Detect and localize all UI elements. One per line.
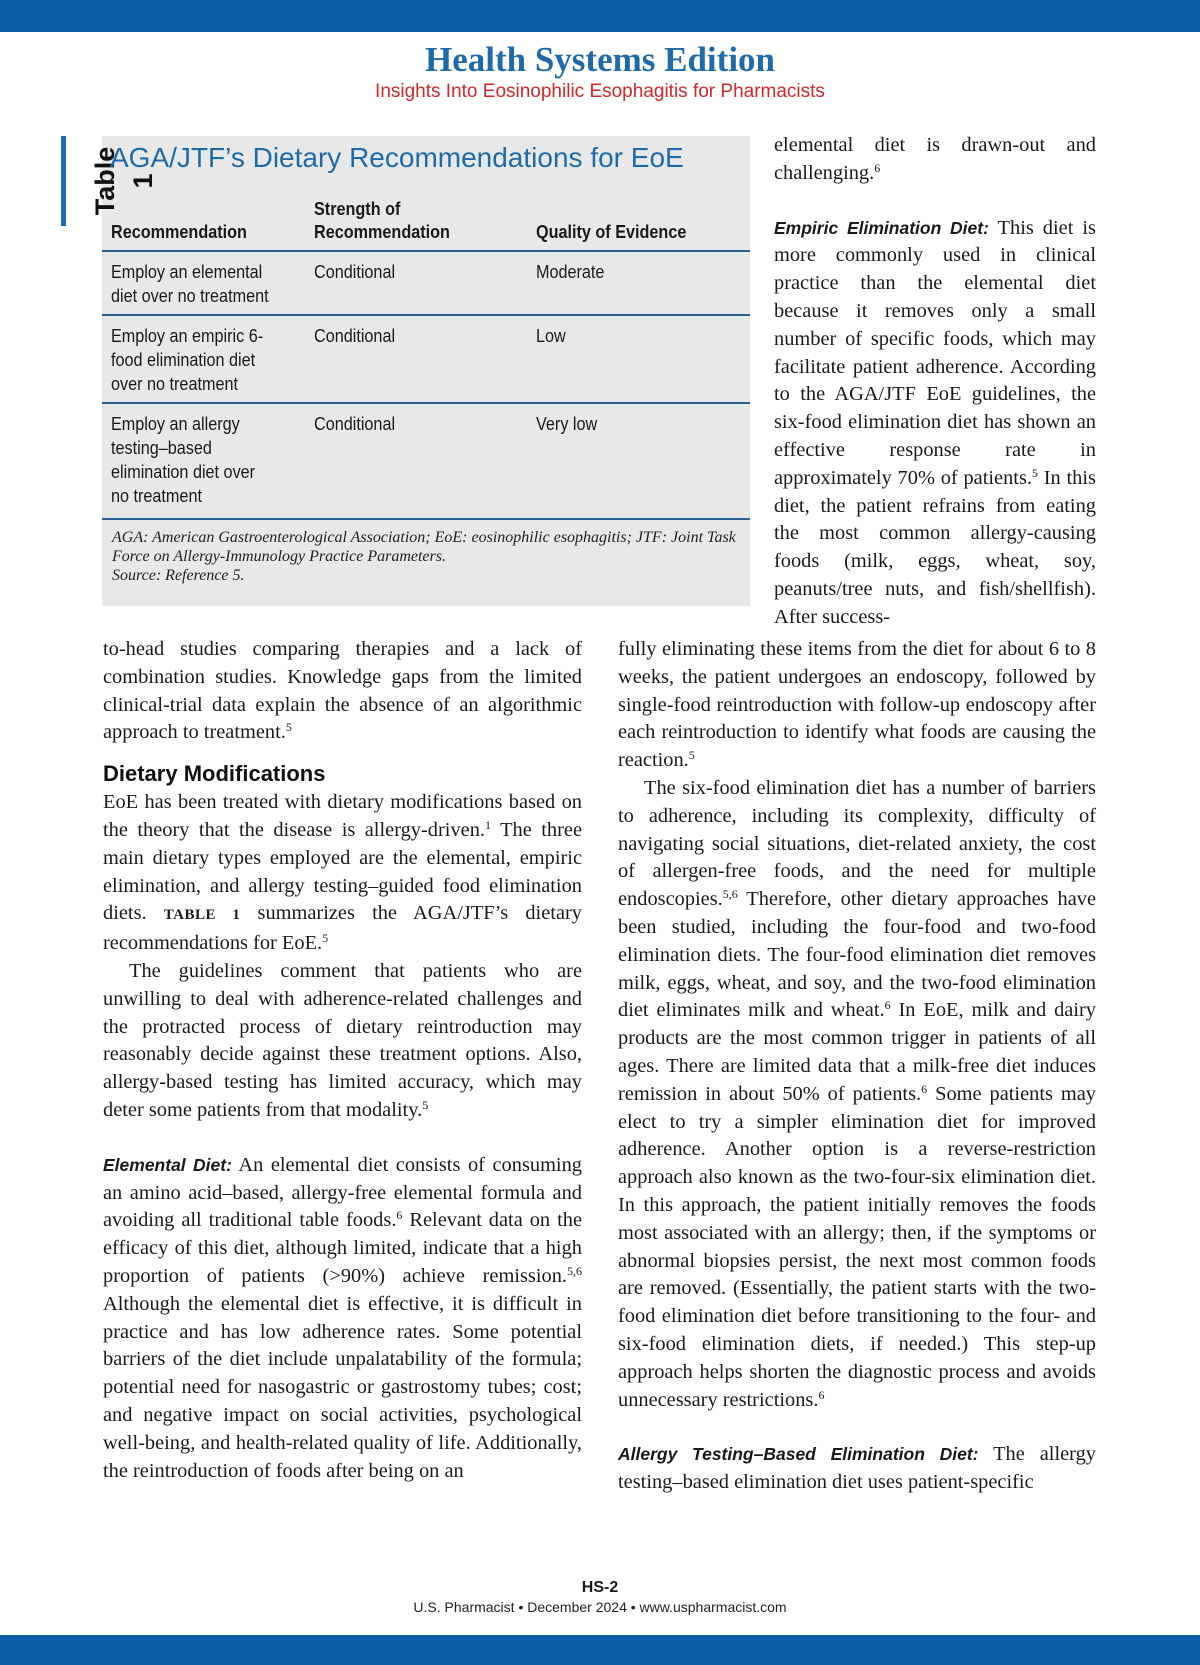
citation-ref: 6 (396, 1208, 403, 1223)
run-in-heading: Empiric Elimination Diet: (774, 217, 989, 238)
paragraph: to-head studies comparing therapies and a lack of combination studies. Knowledge gaps from the limited clinical-trial data explain the absence of an algorithmic approach to treatment.$^5$ (103, 638, 582, 744)
article-subtitle: Insights Into Eosinophilic Esophagitis for Pharmacists (375, 81, 825, 102)
masthead (0, 40, 1200, 104)
table-label-bar (61, 136, 66, 226)
citation-ref: 6 (884, 998, 891, 1013)
table-footnote (112, 528, 742, 585)
paragraph: The six-food elimination diet has a number of barriers to adherence, including its complexity, difficulty of navigating social situations, diet-related anxiety, the cost of allergen-free foods, and the need for multiple endoscopies.$^{5,6}$ Therefore, other dietary approaches have been studied, including the four-food and two-food elimination diets. The four-food elimination diet removes milk, eggs, wheat, and soy, and the two-food elimination diet eliminates milk and wheat.$^6$ In EoE, milk and dairy products are the most common trigger in patients of all ages. There are limited data that a milk-free diet induces remission in about 50% of patients.$^6$ Some patients may elect to try a simpler elimination diet for improved adherence. Another option is a reverse-restriction approach also known as the two-four-six elimination diet. In this approach, the patient initially removes the foods most associated with an allergy; then, if the symptoms or abnormal biopsies persist, the next most common foods are removed. (Essentially, the patient starts with the two-food elimination diet before transitioning to the four- and six-food elimination diets, if needed.) This step-up approach helps shorten the diagnostic process and avoids unnecessary restrictions.$^6$ (618, 776, 1096, 1411)
paragraph: fully eliminating these items from the diet for about 6 to 8 weeks, the patient undergoes an endoscopy, followed by single-food reintroduction with follow-up endoscopy after each reintroduction to identify what foods are causing the reaction.$^5$ (618, 638, 1096, 772)
citation-ref: 5 (322, 931, 329, 946)
run-in-heading: Elemental Diet: (103, 1154, 232, 1175)
edition-title: Health Systems Edition (424, 40, 776, 79)
right-column-lower (618, 636, 1096, 1497)
table-rule (102, 250, 750, 252)
paragraph: elemental diet is drawn-out and challenging.$^6$ (774, 134, 1096, 184)
citation-ref: 5 (688, 748, 695, 763)
table-cell-recommendation: Employ an allergy testing–based elimination diet over no treatment (111, 414, 256, 506)
column-header-quality: Quality of Evidence (536, 222, 687, 242)
section-heading: Dietary Modifications (103, 761, 326, 787)
table-title: AGA/JTF’s Dietary Recommendations for EoE (110, 142, 684, 173)
table-rule (102, 314, 750, 316)
citation-ref: 5,6 (722, 887, 738, 902)
table-cell-strength: Conditional (314, 326, 396, 346)
table-rule (102, 518, 750, 520)
table-cell-recommendation: Employ an elemental diet over no treatment (111, 262, 269, 306)
citation-ref: 5 (1031, 465, 1038, 480)
table-label-text: Table 1 (90, 146, 158, 216)
citation-ref: 6 (874, 160, 881, 175)
top-color-bar (0, 0, 1200, 32)
table-cell-strength: Conditional (314, 262, 396, 282)
table-cell-quality: Very low (536, 414, 598, 434)
table-cell-strength: Conditional (314, 414, 396, 434)
citation-ref: 1 (484, 817, 491, 832)
page-footer (0, 1578, 1200, 1616)
paragraph: The guidelines comment that patients who are unwilling to deal with adherence-related challenges and the protracted process of dietary reintroduction may reasonably decide against these treatment options. Also, allergy-based testing has limited accuracy, which may deter some patients from that modality.$^5$ (103, 959, 582, 1121)
citation-ref: 6 (818, 1387, 825, 1402)
table-cell-recommendation: Employ an empiric 6-food elimination diet over no treatment (111, 326, 264, 394)
table-cell-quality: Low (536, 326, 566, 346)
table-rule (102, 402, 750, 404)
column-header-strength: Strength of Recommendation (314, 199, 450, 242)
page-number: HS-2 (581, 1579, 619, 1596)
paragraph: EoE has been treated with dietary modifications based on the theory that the disease is allergy-driven.$^1$ The three main dietary types employed are the elemental, empiric elimination, and allergy testing–guided food elimination diets. TABLE 1 summarizes the AGA/JTF’s dietary recommendations for EoE.$^5$ (103, 791, 582, 955)
table-reference: TABLE 1 (163, 907, 241, 924)
citation-ref: 5 (285, 720, 292, 735)
right-column-upper (774, 132, 1096, 632)
publication-info: U.S. Pharmacist • December 2024 • www.uspharmacist.com (413, 1599, 787, 1615)
citation-ref: 5,6 (567, 1263, 582, 1278)
citation-ref: 6 (921, 1081, 928, 1096)
paragraph: Elemental Diet: An elemental diet consists of consuming an amino acid–based, allergy-free elemental formula and avoiding all traditional table foods.$^6$ Relevant data on the efficacy of this diet, although limited, indicate that a high proportion of patients (>90%) achieve remission.$^{5,6}$ Although the elemental diet is effective, it is difficult in practice and has low adherence rates. Some potential barriers of the diet include unpalatability of the formula; potential need for nasogastric or gastrostomy tubes; cost; and negative impact on social activities, psychological well-being, and health-related quality of life. Additionally, the reintroduction of foods after being on an (103, 1153, 582, 1482)
table-label (60, 136, 158, 226)
bottom-color-bar (0, 1635, 1200, 1665)
table-cell-quality: Moderate (536, 262, 605, 282)
column-header-recommendation: Recommendation (111, 222, 247, 242)
table-footnote-abbreviations: AGA: American Gastroenterological Association; EoE: eosinophilic esophagitis; JTF: Joint Task Force on Allergy-Immunology Practice Parameters. (112, 529, 736, 565)
table-footnote-source: Source: Reference 5. (112, 567, 245, 584)
citation-ref: 5 (422, 1097, 429, 1112)
run-in-heading: Allergy Testing–Based Elimination Diet: (618, 1444, 979, 1465)
paragraph: Empiric Elimination Diet: This diet is more commonly used in clinical practice than the elemental diet because it removes only a small number of specific foods, which may facilitate patient adherence. According to the AGA/JTF EoE guidelines, the six-food elimination diet has shown an effective response rate in approximately 70% of patients.$^5$ In this diet, the patient refrains from eating the most common allergy-causing foods (milk, eggs, wheat, soy, peanuts/tree nuts, and fish/shellfish). After success- (774, 216, 1096, 628)
paragraph: Allergy Testing–Based Elimination Diet: The allergy testing–based elimination diet uses patient-specific (618, 1443, 1096, 1494)
left-column (103, 636, 582, 1485)
